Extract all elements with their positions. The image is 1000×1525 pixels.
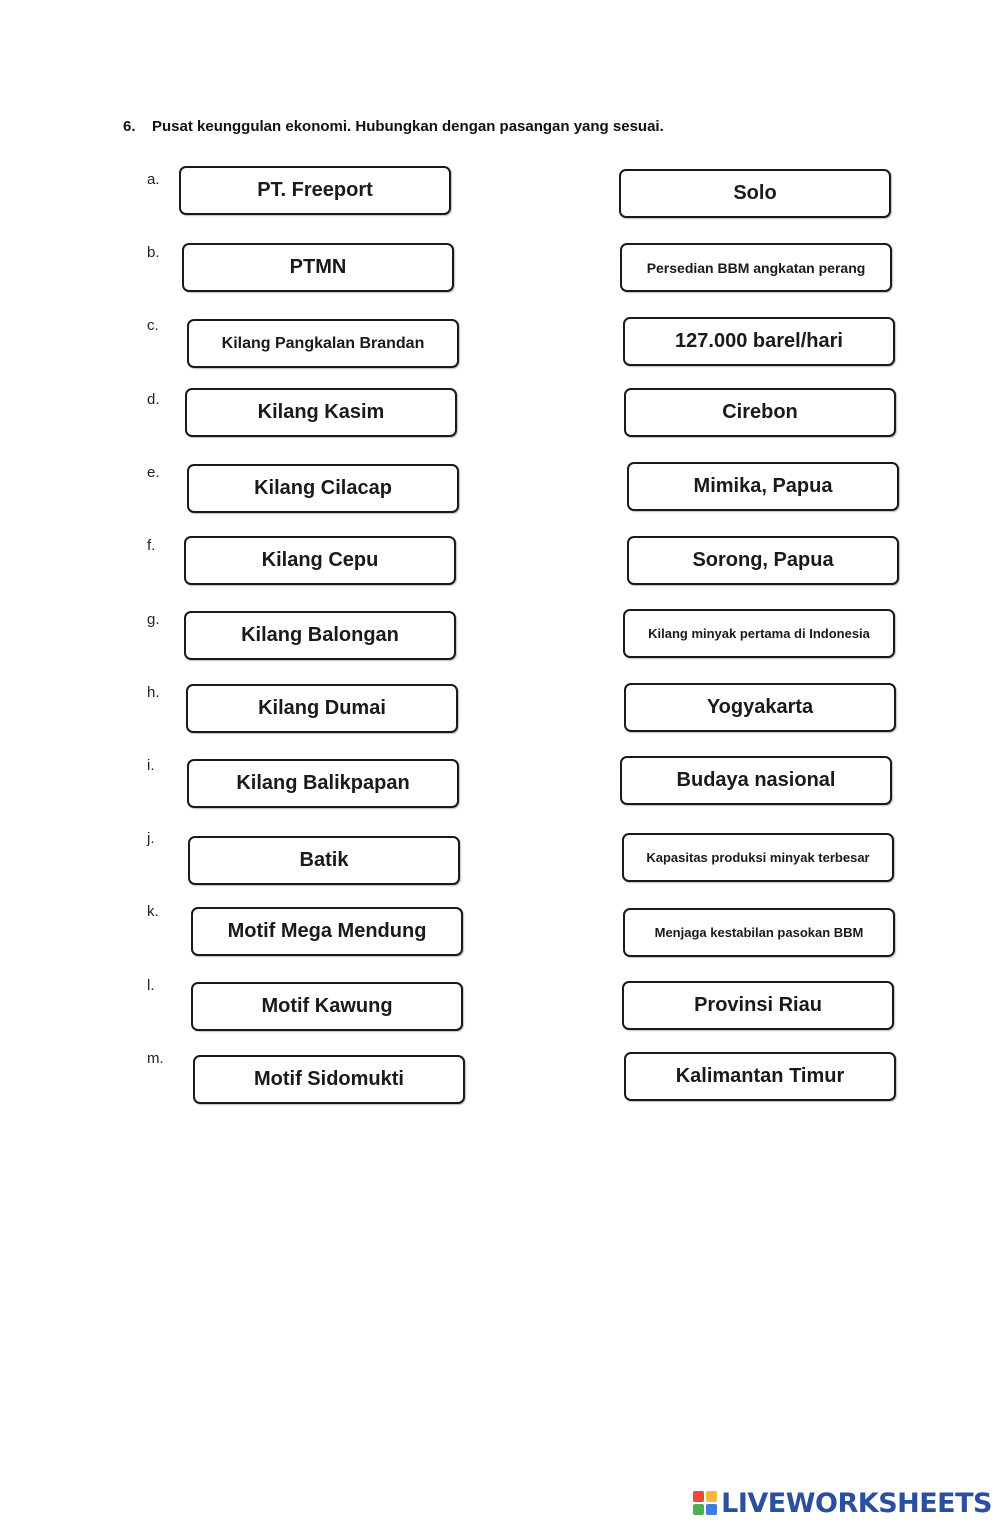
- match-right-box[interactable]: Persedian BBM angkatan perang: [620, 243, 892, 292]
- match-left-box[interactable]: Motif Kawung: [191, 982, 463, 1031]
- liveworksheets-logo: [693, 1488, 992, 1519]
- match-right-box[interactable]: Sorong, Papua: [627, 536, 899, 585]
- item-letter: a.: [147, 171, 160, 188]
- match-left-box[interactable]: Kilang Pangkalan Brandan: [187, 319, 459, 368]
- match-left-box[interactable]: Kilang Cepu: [184, 536, 456, 585]
- match-right-box[interactable]: Kapasitas produksi minyak terbesar: [622, 833, 894, 882]
- item-letter: l.: [147, 977, 155, 994]
- question-text: Pusat keunggulan ekonomi. Hubungkan dengan pasangan yang sesuai.: [152, 118, 664, 135]
- item-letter: f.: [147, 537, 156, 554]
- match-left-box[interactable]: Kilang Kasim: [185, 388, 457, 437]
- liveworksheets-mark-icon: [693, 1491, 719, 1517]
- question-heading: [123, 118, 664, 135]
- match-left-box[interactable]: Kilang Balongan: [184, 611, 456, 660]
- item-letter: i.: [147, 757, 155, 774]
- match-left-box[interactable]: Motif Sidomukti: [193, 1055, 465, 1104]
- match-left-box[interactable]: Kilang Balikpapan: [187, 759, 459, 808]
- item-letter: d.: [147, 391, 160, 408]
- item-letter: j.: [147, 830, 155, 847]
- item-letter: g.: [147, 611, 160, 628]
- match-right-box[interactable]: Menjaga kestabilan pasokan BBM: [623, 908, 895, 957]
- match-right-box[interactable]: Solo: [619, 169, 891, 218]
- match-right-box[interactable]: Mimika, Papua: [627, 462, 899, 511]
- item-letter: k.: [147, 903, 159, 920]
- liveworksheets-wordmark: LIVEWORKSHEETS: [721, 1488, 992, 1519]
- item-letter: c.: [147, 317, 159, 334]
- match-left-box[interactable]: PT. Freeport: [179, 166, 451, 215]
- question-number: 6.: [123, 118, 136, 135]
- match-left-box[interactable]: Batik: [188, 836, 460, 885]
- match-right-box[interactable]: Kilang minyak pertama di Indonesia: [623, 609, 895, 658]
- match-left-box[interactable]: Kilang Cilacap: [187, 464, 459, 513]
- match-left-box[interactable]: Kilang Dumai: [186, 684, 458, 733]
- match-right-box[interactable]: Yogyakarta: [624, 683, 896, 732]
- item-letter: h.: [147, 684, 160, 701]
- match-right-box[interactable]: Cirebon: [624, 388, 896, 437]
- match-right-box[interactable]: Provinsi Riau: [622, 981, 894, 1030]
- match-right-box[interactable]: 127.000 barel/hari: [623, 317, 895, 366]
- item-letter: b.: [147, 244, 160, 261]
- match-left-box[interactable]: Motif Mega Mendung: [191, 907, 463, 956]
- match-right-box[interactable]: Budaya nasional: [620, 756, 892, 805]
- item-letter: m.: [147, 1050, 164, 1067]
- item-letter: e.: [147, 464, 160, 481]
- match-left-box[interactable]: PTMN: [182, 243, 454, 292]
- match-right-box[interactable]: Kalimantan Timur: [624, 1052, 896, 1101]
